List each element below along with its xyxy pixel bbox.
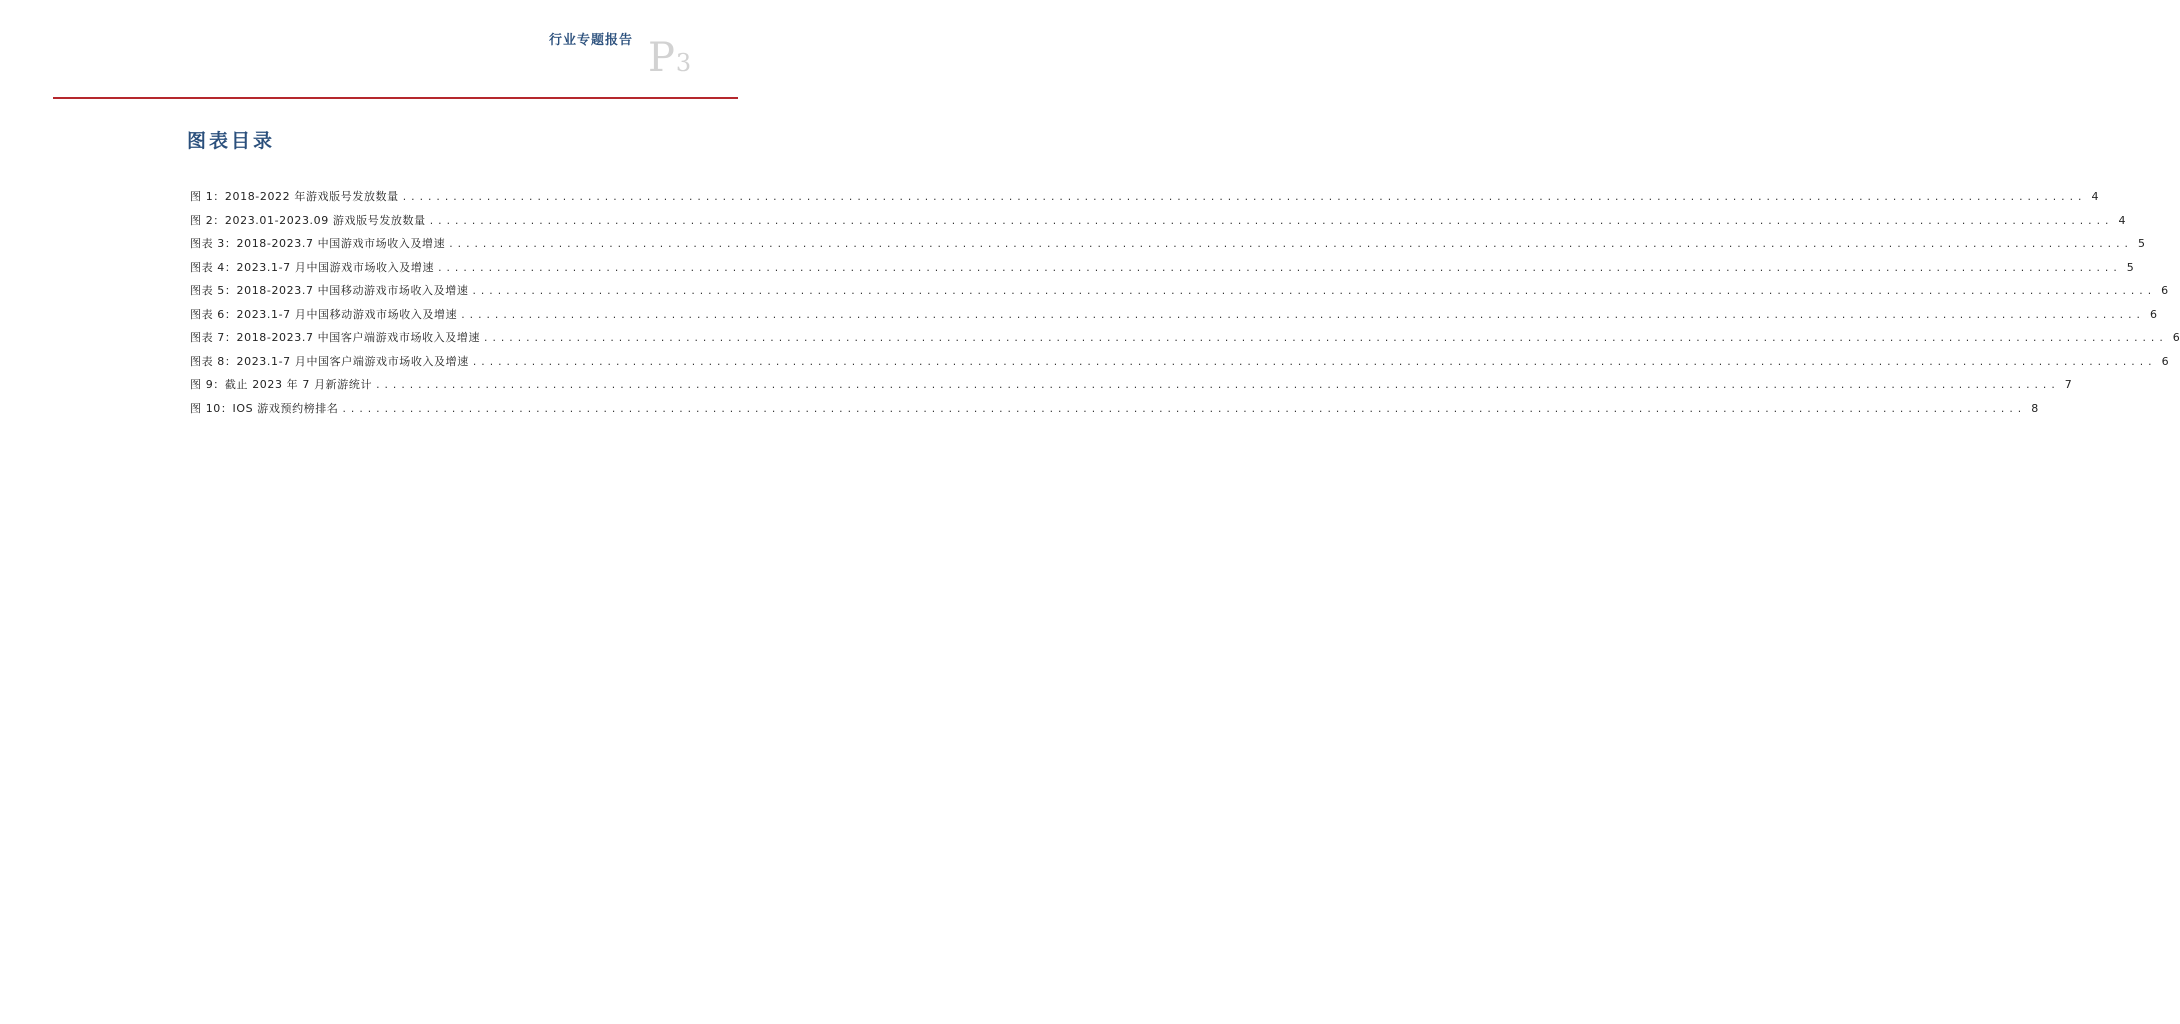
toc-entry-page[interactable]: 7 bbox=[2064, 378, 2072, 391]
toc-entry-page[interactable]: 4 bbox=[2091, 190, 2099, 203]
toc-heading: 图表目录 bbox=[187, 130, 276, 152]
toc-entry-page[interactable]: 4 bbox=[2118, 213, 2126, 227]
toc-dot-leader: ........................................................................................................................................................................................................ bbox=[428, 216, 2113, 227]
toc-dot-leader: ........................................................................................................................................................................................................ bbox=[375, 381, 2059, 391]
toc-dot-leader: ........................................................................................................................................................................................................ bbox=[460, 310, 2144, 321]
toc-entry-label[interactable]: 图表 7：2018-2023.7 中国客户端游戏市场收入及增速 bbox=[190, 331, 481, 344]
toc-dot-leader: ........................................................................................................................................................................................................ bbox=[471, 357, 2156, 368]
toc-entry[interactable] bbox=[190, 303, 2157, 327]
toc-entry-label[interactable]: 图 1：2018-2022 年游戏版号发放数量 bbox=[190, 190, 399, 203]
toc-dot-leader: ........................................................................................................................................................................................................ bbox=[437, 263, 2121, 274]
toc-entry[interactable] bbox=[190, 397, 2039, 421]
page-number: 3 bbox=[675, 49, 692, 77]
toc-entry[interactable] bbox=[190, 209, 2126, 233]
toc-list bbox=[190, 185, 2180, 420]
toc-entry[interactable] bbox=[190, 232, 2145, 256]
toc-entry[interactable] bbox=[190, 373, 2072, 397]
toc-entry-label[interactable]: 图表 3：2018-2023.7 中国游戏市场收入及增速 bbox=[190, 237, 446, 250]
toc-entry-label[interactable]: 图表 6：2023.1-7 月中国移动游戏市场收入及增速 bbox=[190, 307, 458, 321]
toc-entry-page[interactable]: 6 bbox=[2161, 284, 2169, 297]
toc-entry-page[interactable]: 6 bbox=[2172, 331, 2180, 344]
toc-entry-page[interactable]: 6 bbox=[2161, 354, 2169, 368]
toc-entry-page[interactable]: 6 bbox=[2149, 307, 2157, 321]
toc-entry-label[interactable]: 图 10：IOS 游戏预约榜排名 bbox=[190, 401, 339, 415]
toc-dot-leader: ........................................................................................................................................................................................................ bbox=[448, 240, 2132, 250]
toc-entry-label[interactable]: 图 9：截止 2023 年 7 月新游统计 bbox=[190, 378, 373, 391]
toc-entry-label[interactable]: 图表 5：2018-2023.7 中国移动游戏市场收入及增速 bbox=[190, 284, 469, 297]
toc-dot-leader: ........................................................................................................................................................................................................ bbox=[401, 193, 2086, 203]
page-number-badge bbox=[648, 35, 692, 81]
report-category-title: 行业专题报告 bbox=[549, 33, 634, 48]
toc-entry[interactable] bbox=[190, 256, 2134, 280]
toc-entry-page[interactable]: 5 bbox=[2137, 237, 2145, 250]
header-divider bbox=[53, 97, 738, 99]
toc-entry[interactable] bbox=[190, 326, 2180, 350]
toc-entry-page[interactable]: 5 bbox=[2126, 260, 2134, 274]
toc-entry[interactable] bbox=[190, 350, 2169, 374]
toc-entry-label[interactable]: 图表 4：2023.1-7 月中国游戏市场收入及增速 bbox=[190, 260, 435, 274]
toc-entry[interactable] bbox=[190, 279, 2169, 303]
toc-dot-leader: ........................................................................................................................................................................................................ bbox=[471, 287, 2156, 297]
page-number-prefix: P bbox=[648, 35, 675, 81]
toc-entry-page[interactable]: 8 bbox=[2031, 401, 2039, 415]
toc-entry[interactable] bbox=[190, 185, 2099, 209]
toc-entry-label[interactable]: 图表 8：2023.1-7 月中国客户端游戏市场收入及增速 bbox=[190, 354, 469, 368]
toc-dot-leader: ........................................................................................................................................................................................................ bbox=[341, 404, 2026, 415]
toc-dot-leader: ........................................................................................................................................................................................................ bbox=[483, 334, 2167, 344]
toc-entry-label[interactable]: 图 2：2023.01-2023.09 游戏版号发放数量 bbox=[190, 213, 426, 227]
